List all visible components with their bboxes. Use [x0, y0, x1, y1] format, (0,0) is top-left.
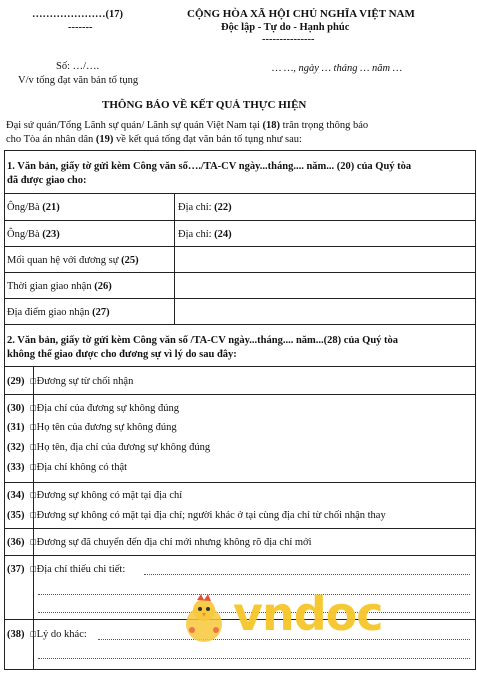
reason-text: Đương sự từ chối nhận [36, 376, 134, 387]
reason-text: Lý do khác: [36, 629, 87, 640]
motto-dashes: --------------- [262, 34, 315, 45]
reason-38 [7, 628, 25, 641]
reason-31-option[interactable] [30, 421, 177, 434]
row-divider [4, 193, 476, 194]
section-2-heading-2: không thể giao được cho đương sự vì lý do sau đây: [7, 349, 237, 360]
reason-text: Địa chỉ thiếu chi tiết: [36, 564, 126, 575]
reason-34-option[interactable] [30, 489, 182, 502]
reason-text: Đương sự không có mặt tại địa chỉ; người khác ở tại cùng địa chỉ từ chối nhận thay [36, 510, 386, 521]
vndoc-watermark [175, 587, 395, 656]
address-detail-line-1[interactable] [144, 573, 470, 575]
checkbox-icon[interactable]: □ [30, 423, 37, 431]
recipient-1 [7, 201, 60, 214]
section-1-heading-2: đã được giao cho: [7, 175, 87, 186]
reason-number: (35) [7, 510, 25, 521]
reason-number: (31) [7, 422, 25, 433]
checkbox-icon[interactable]: □ [30, 565, 37, 573]
reason-29 [7, 375, 25, 388]
reason-number: (32) [7, 442, 25, 453]
reason-number: (34) [7, 490, 25, 501]
field-ref: (18) [262, 120, 281, 131]
reason-text: Đương sự không có mặt tại địa chỉ [36, 490, 183, 501]
reason-number: (30) [7, 403, 25, 414]
row-divider [4, 272, 476, 273]
section-1-heading: 1. Văn bản, giấy tờ gửi kèm Công văn số…./TA-CV ngày...tháng.... năm... (20) của Quý tòa [7, 161, 412, 172]
field-ref: (21) [42, 202, 60, 213]
reason-31 [7, 421, 25, 434]
reason-32 [7, 441, 25, 454]
date-line: … …, ngày … tháng … năm … [272, 63, 403, 74]
row-divider [4, 482, 476, 483]
intro-text: cho Tòa án nhân dân [6, 134, 96, 145]
checkbox-icon[interactable]: □ [30, 463, 37, 471]
checkbox-icon[interactable]: □ [30, 443, 37, 451]
reason-34 [7, 489, 25, 502]
reason-text: Đương sự đã chuyển đến địa chỉ mới nhưng không rõ địa chỉ mới [36, 537, 312, 548]
row-divider [4, 324, 476, 325]
field-ref: (27) [92, 307, 110, 318]
row-divider [4, 298, 476, 299]
column-divider [174, 193, 175, 324]
reason-36 [7, 536, 25, 549]
row-divider [4, 220, 476, 221]
checkbox-icon[interactable]: □ [30, 491, 37, 499]
checkbox-icon[interactable]: □ [30, 630, 37, 638]
field-ref: (19) [95, 134, 114, 145]
section-2-heading: 2. Văn bản, giấy tờ gửi kèm Công văn số /TA-CV ngày...tháng.... năm...(28) của Quý tòa [7, 335, 399, 346]
row-divider [4, 555, 476, 556]
reason-text: Họ tên, địa chỉ của đương sự không đúng [36, 442, 211, 453]
intro-line-1 [6, 119, 368, 132]
intro-text: về kết quả tống đạt văn bản tố tụng như sau: [113, 134, 302, 145]
recipient-label: Ông/Bà [7, 202, 43, 213]
reason-35-option[interactable] [30, 509, 386, 522]
address-2 [178, 228, 232, 241]
reason-33-option[interactable] [30, 461, 127, 474]
chicken-mascot-icon [175, 592, 233, 650]
issuer-dashes: ------- [68, 22, 93, 33]
delivery-time-row [7, 280, 112, 293]
reason-number: (29) [7, 376, 25, 387]
row-divider [4, 394, 476, 395]
reason-text: Địa chỉ không có thật [36, 462, 128, 473]
table-border-right [475, 150, 476, 670]
reason-30 [7, 402, 25, 415]
checkbox-icon[interactable]: □ [30, 511, 37, 519]
reason-text: Họ tên của đương sự không đúng [36, 422, 177, 433]
field-ref: (23) [42, 229, 60, 240]
row-label: Mối quan hệ với đương sự [7, 255, 122, 266]
reason-text: Địa chỉ của đương sự không đúng [36, 403, 179, 414]
reason-33 [7, 461, 25, 474]
field-ref: (22) [214, 202, 232, 213]
reason-number: (37) [7, 564, 25, 575]
row-divider [4, 246, 476, 247]
reason-number: (36) [7, 537, 25, 548]
field-ref: (25) [121, 255, 139, 266]
checkbox-icon[interactable]: □ [30, 404, 37, 412]
reason-35 [7, 509, 25, 522]
address-label: Địa chỉ: [178, 202, 215, 213]
checkbox-icon[interactable]: □ [30, 377, 37, 385]
document-subject: V/v tống đạt văn bản tố tụng [18, 75, 139, 86]
reason-32-option[interactable] [30, 441, 210, 454]
reason-37 [7, 563, 25, 576]
row-label: Thời gian giao nhận [7, 281, 95, 292]
reason-38-option[interactable] [30, 628, 87, 641]
table-border-top [4, 150, 476, 151]
row-label: Địa điểm giao nhận [7, 307, 93, 318]
row-divider [4, 528, 476, 529]
notice-title: THÔNG BÁO VỀ KẾT QUẢ THỰC HIỆN [102, 99, 307, 111]
address-label: Địa chỉ: [178, 229, 215, 240]
row-divider [4, 366, 476, 367]
checkbox-icon[interactable]: □ [30, 538, 37, 546]
table-border-bottom [4, 669, 476, 670]
relationship-row [7, 254, 139, 267]
reason-number: (38) [7, 629, 25, 640]
intro-line-2 [6, 133, 302, 146]
field-ref: (26) [94, 281, 112, 292]
recipient-2 [7, 228, 60, 241]
nation-title: CỘNG HÒA XÃ HỘI CHỦ NGHĨA VIỆT NAM [187, 8, 415, 20]
recipient-label: Ông/Bà [7, 229, 43, 240]
issuer-code: …………………(17) [32, 9, 123, 20]
field-ref: (24) [214, 229, 232, 240]
motto: Độc lập - Tự do - Hạnh phúc [221, 22, 350, 33]
reason-36-option[interactable] [30, 536, 312, 549]
document-number: Số: …/…. [56, 61, 100, 72]
reason-number: (33) [7, 462, 25, 473]
reason-37-option[interactable] [30, 563, 125, 576]
other-reason-line-2[interactable] [38, 657, 470, 659]
intro-text: Đại sứ quán/Tổng Lãnh sự quán/ Lãnh sự quán Việt Nam tại [6, 120, 263, 131]
intro-text: trân trọng thông báo [280, 120, 369, 131]
address-1 [178, 201, 232, 214]
watermark-text: vndoc [233, 587, 383, 641]
table-border-left [4, 150, 5, 670]
reason-30-option[interactable] [30, 402, 179, 415]
reason-29-option[interactable] [30, 375, 133, 388]
delivery-place-row [7, 306, 110, 319]
